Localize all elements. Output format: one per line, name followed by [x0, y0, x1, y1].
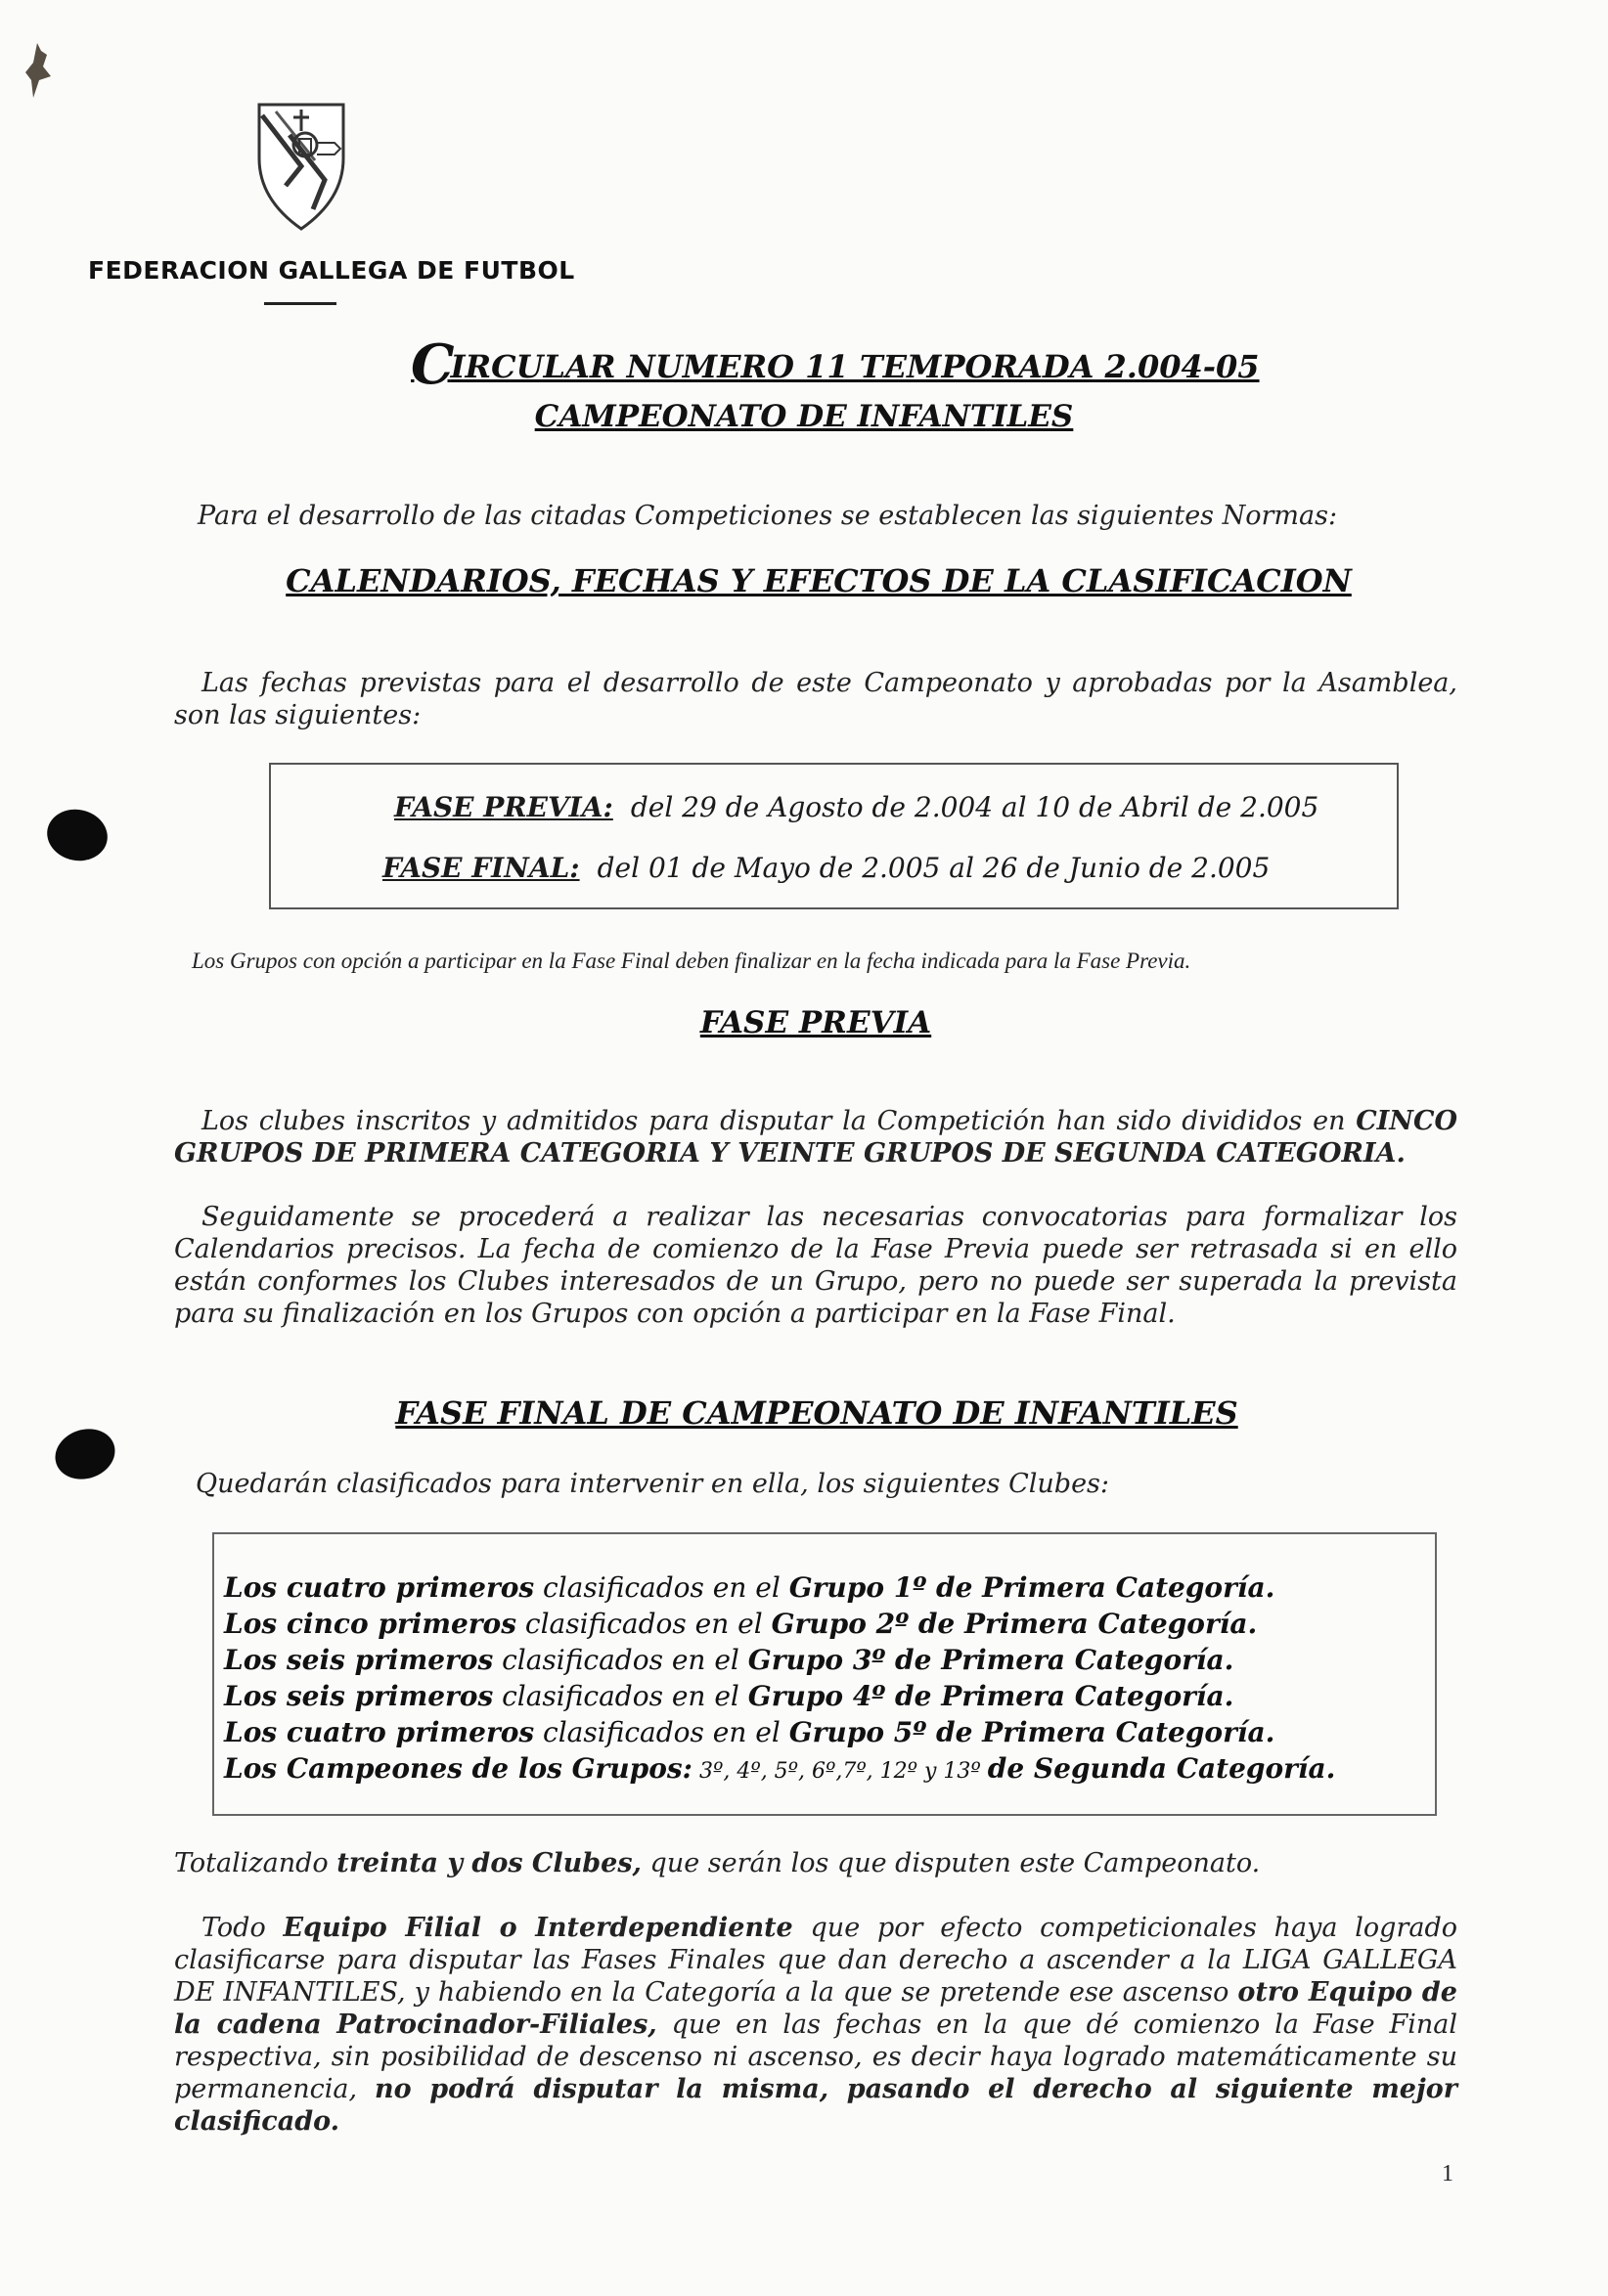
qualifier-group: Grupo 5º de Primera Categoría. [788, 1716, 1275, 1748]
date-row-previa [394, 791, 1318, 823]
filial-text: Todo [201, 1913, 284, 1943]
qualifier-mid: clasificados en el [493, 1644, 748, 1676]
qualifier-count: Los seis primeros [224, 1644, 494, 1676]
section-heading-fase-previa: FASE PREVIA [699, 1005, 932, 1040]
qualifier-group: Grupo 4º de Primera Categoría. [747, 1680, 1234, 1712]
shield-crest-icon [256, 102, 346, 231]
date-value: del 01 de Mayo de 2.005 al 26 de Junio de 2.005 [597, 852, 1271, 884]
intro-text: Para el desarrollo de las citadas Competiciones se establecen las siguientes Normas: [198, 501, 1338, 531]
qualifier-count: Los cinco primeros [224, 1608, 516, 1640]
circular-title-text: IRCULAR NUMERO 11 TEMPORADA 2.004-05 [450, 348, 1260, 385]
qualifier-mid: 3º, 4º, 5º, 6º,7º, 12º y 13º [692, 1759, 988, 1784]
filial-bold: no podrá disputar la misma, pasando el derecho al siguiente mejor clasificado. [174, 2074, 1457, 2137]
qualifier-mid: clasificados en el [534, 1571, 789, 1604]
list-item [224, 1569, 1335, 1606]
total-pre: Totalizando [174, 1848, 337, 1878]
qualified-intro: Quedarán clasificados para intervenir en ella, los siguientes Clubes: [196, 1469, 1110, 1499]
qualifier-count: Los cuatro primeros [224, 1716, 535, 1748]
filial-paragraph [174, 1912, 1457, 2138]
total-post: que serán los que disputen este Campeonato. [641, 1848, 1261, 1878]
clubs-paragraph-text: Los clubes inscritos y admitidos para disputar la Competición han sido divididos en [201, 1106, 1357, 1136]
clubs-paragraph [174, 1105, 1457, 1170]
date-row-final [382, 852, 1270, 884]
dates-paragraph [174, 667, 1457, 731]
qualifier-group: de Segunda Categoría. [987, 1752, 1336, 1785]
championship-title: CAMPEONATO DE INFANTILES [534, 399, 1074, 434]
list-item [224, 1714, 1335, 1750]
qualifier-group: Grupo 2º de Primera Categoría. [771, 1608, 1258, 1640]
ink-stain [25, 41, 55, 102]
circular-title [411, 332, 1260, 397]
date-label: FASE PREVIA: [394, 791, 613, 823]
calendar-paragraph-text: Seguidamente se procederá a realizar las necesarias convocatorias para formalizar los Calendarios precisos. La fecha de comienzo de la Fase Previa puede ser retrasada si en ello están conformes los Clubes interesados de un Grupo, pero no puede ser superada la prevista para su finalización en los Grupos con opción a participar en la Fase Final. [174, 1202, 1457, 1329]
qualifier-count: Los Campeones de los Grupos: [224, 1752, 693, 1785]
filial-text: que por efecto competicionales haya logrado clasificarse para disputar las Fases Finales que dan derecho a ascender a la LIGA GALLEGA DE INFANTILES, y habiendo en la Categoría a la que se pretende ese ascenso [174, 1913, 1457, 2008]
filial-bold: otro Equipo de la cadena Patrocinador-Filiales, [174, 1977, 1457, 2040]
qualifier-mid: clasificados en el [534, 1716, 789, 1748]
qualifier-group: Grupo 1º de Primera Categoría. [788, 1571, 1275, 1604]
dates-box [269, 763, 1399, 909]
qualified-list [224, 1569, 1335, 1789]
date-value: del 29 de Agosto de 2.004 al 10 de Abril de 2.005 [630, 791, 1319, 823]
list-item [224, 1642, 1335, 1678]
qualifier-mid: clasificados en el [493, 1680, 748, 1712]
calendar-paragraph [174, 1201, 1457, 1330]
dates-paragraph-text: Las fechas previstas para el desarrollo de este Campeonato y aprobadas por la Asamblea, son las siguientes: [174, 668, 1457, 730]
federation-name: FEDERACION GALLEGA DE FUTBOL [88, 256, 575, 285]
section-heading-calendars: CALENDARIOS, FECHAS Y EFECTOS DE LA CLASIFICACION [286, 562, 1352, 599]
qualified-clubs-box [212, 1532, 1437, 1816]
total-bold: treinta y dos Clubes, [336, 1848, 642, 1878]
total-line [174, 1848, 1260, 1878]
ink-blot [42, 804, 112, 866]
section-heading-fase-final: FASE FINAL DE CAMPEONATO DE INFANTILES [395, 1394, 1238, 1432]
filial-bold: Equipo Filial o Interdependiente [283, 1913, 793, 1943]
date-label: FASE FINAL: [382, 852, 580, 884]
filial-text: que en las fechas en la que dé comienzo la Fase Final respectiva, sin posibilidad de descenso ni ascenso, es decir haya logrado matemáticamente su permanencia, [174, 2009, 1457, 2104]
list-item [224, 1606, 1335, 1642]
clubs-paragraph-bold: CINCO GRUPOS DE PRIMERA CATEGORIA Y VEINTE GRUPOS DE SEGUNDA CATEGORIA. [174, 1106, 1457, 1169]
header-divider [264, 302, 336, 305]
qualifier-count: Los seis primeros [224, 1680, 494, 1712]
page-number: 1 [1442, 2161, 1453, 2186]
list-item [224, 1750, 1335, 1789]
list-item [224, 1678, 1335, 1714]
qualifier-count: Los cuatro primeros [224, 1571, 535, 1604]
circular-initial: C [411, 332, 451, 397]
qualifier-mid: clasificados en el [516, 1608, 772, 1640]
groups-note: Los Grupos con opción a participar en la Fase Final deben finalizar en la fecha indicada para la Fase Previa. [192, 949, 1191, 973]
qualifier-group: Grupo 3º de Primera Categoría. [747, 1644, 1234, 1676]
